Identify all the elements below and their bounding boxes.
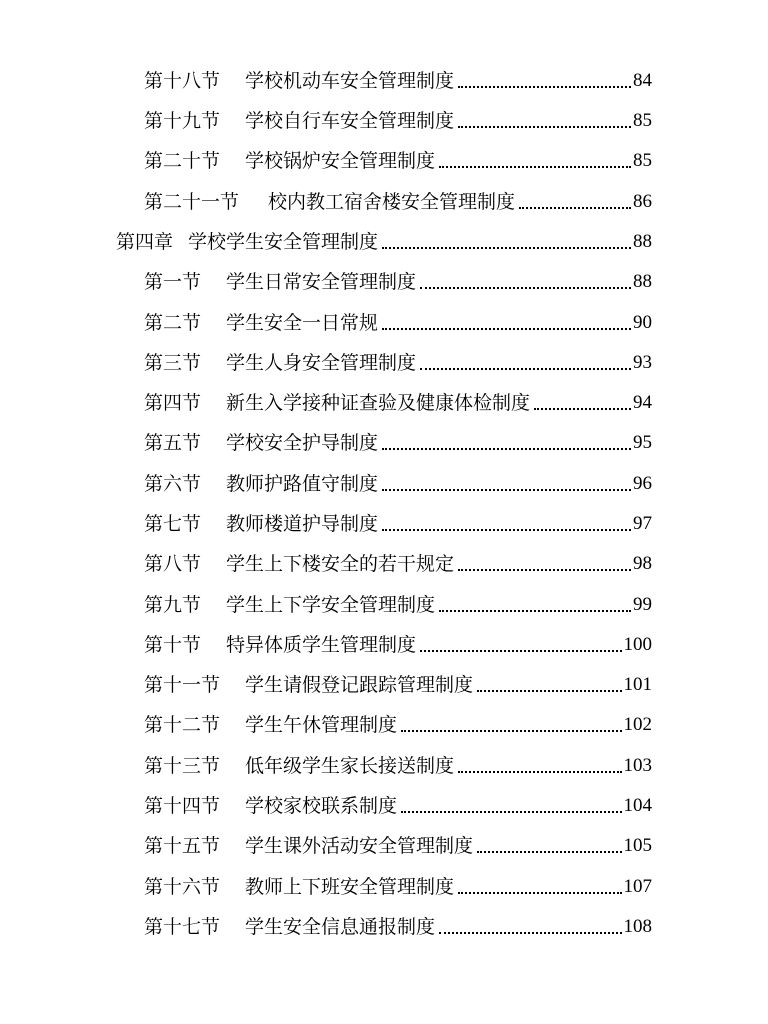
toc-chapter-page-number: 88 [633,231,652,252]
toc-entry-label: 第十节 [144,634,202,656]
toc-entry-label: 第四节 [144,392,202,414]
toc-leader-dots [458,872,621,902]
toc-entry-label: 第八节 [144,553,202,575]
toc-entry[interactable] [144,348,652,378]
toc-leader-dots [420,348,631,378]
toc-leader-dots [477,670,621,700]
toc-entry[interactable] [144,831,652,861]
toc-entry-title: 学生安全一日常规 [226,312,379,334]
toc-entry-page-number: 102 [623,714,652,735]
toc-entry-label: 第三节 [144,352,202,374]
toc-entry-label: 第十四节 [144,795,221,817]
toc-leader-dots [420,630,621,660]
toc-entry-label: 第六节 [144,473,202,495]
toc-entry-page-number: 105 [623,835,652,856]
toc-leader-dots [534,388,631,418]
toc-leader-dots [519,187,631,217]
toc-entry-page-number: 93 [633,352,652,373]
toc-entry-page-number: 97 [633,513,652,534]
toc-entry-title: 新生入学接种证查验及健康体检制度 [226,392,531,414]
toc-entry-title: 学生人身安全管理制度 [226,352,417,374]
toc-entry[interactable] [144,751,652,781]
toc-leader-dots [382,428,631,458]
toc-entry[interactable] [144,912,652,942]
toc-entry-title: 学生午休管理制度 [245,714,398,736]
toc-leader-dots [458,751,621,781]
toc-entry[interactable] [144,187,652,217]
toc-entry-title: 学校机动车安全管理制度 [245,70,455,92]
toc-entry-page-number: 94 [633,392,652,413]
toc-entry[interactable] [144,590,652,620]
toc-entry-page-number: 84 [633,70,652,91]
toc-entry[interactable] [144,509,652,539]
toc-entry-title: 校内教工宿舍楼安全管理制度 [268,191,516,213]
toc-entry-page-number: 107 [623,876,652,897]
toc-entry-label: 第十五节 [144,835,221,857]
toc-leader-dots [458,549,631,579]
toc-entry-page-number: 85 [633,150,652,171]
toc-entry-page-number: 96 [633,473,652,494]
toc-entry[interactable] [144,146,652,176]
toc-leader-dots [439,146,631,176]
toc-entry[interactable] [144,710,652,740]
toc-entry-page-number: 100 [623,634,652,655]
toc-entry-title: 学校安全护导制度 [226,432,379,454]
toc-entry-title: 学生课外活动安全管理制度 [245,835,474,857]
toc-entry[interactable] [144,106,652,136]
toc-entry-label: 第七节 [144,513,202,535]
toc-entry-label: 第二十节 [144,150,221,172]
toc-entry-label: 第一节 [144,271,202,293]
toc-entry-title: 学生日常安全管理制度 [226,271,417,293]
toc-leader-dots [439,590,631,620]
toc-entry-title: 学校自行车安全管理制度 [245,110,455,132]
toc-leader-dots [382,227,631,257]
toc-entry-label: 第十九节 [144,110,221,132]
toc-leader-dots [382,469,631,499]
toc-entry-title: 学生安全信息通报制度 [245,916,436,938]
toc-leader-dots [401,791,621,821]
toc-entry-label: 第十三节 [144,755,221,777]
toc-entry-title: 教师护路值守制度 [226,473,379,495]
toc-chapter-entry[interactable] [116,227,652,257]
toc-entry-page-number: 101 [623,674,652,695]
toc-leader-dots [458,66,631,96]
toc-entry[interactable] [144,388,652,418]
toc-chapter-label: 第四章 [116,231,174,253]
toc-leader-dots [439,912,621,942]
toc-entry-title: 低年级学生家长接送制度 [245,755,455,777]
toc-entry-label: 第十一节 [144,674,221,696]
toc-chapter-title: 学校学生安全管理制度 [188,231,379,253]
toc-entry-page-number: 98 [633,553,652,574]
toc-entry-page-number: 85 [633,110,652,131]
toc-entry[interactable] [144,791,652,821]
toc-entry-label: 第十二节 [144,714,221,736]
toc-entry-title: 学校锅炉安全管理制度 [245,150,436,172]
toc-entry[interactable] [144,267,652,297]
toc-entry-title: 教师上下班安全管理制度 [245,876,455,898]
toc-entry-label: 第十六节 [144,876,221,898]
toc-entry[interactable] [144,670,652,700]
toc-entry-label: 第十七节 [144,916,221,938]
toc-leader-dots [458,106,631,136]
toc-entry-title: 学校家校联系制度 [245,795,398,817]
toc-entry[interactable] [144,308,652,338]
toc-entry[interactable] [144,549,652,579]
toc-entry-label: 第五节 [144,432,202,454]
toc-entry[interactable] [144,630,652,660]
toc-entry-page-number: 95 [633,432,652,453]
toc-entry-page-number: 90 [633,312,652,333]
toc-entry-page-number: 86 [633,191,652,212]
toc-entry-label: 第九节 [144,594,202,616]
toc-leader-dots [401,710,621,740]
toc-entry-page-number: 108 [623,916,652,937]
toc-entry[interactable] [144,66,652,96]
toc-leader-dots [382,308,631,338]
toc-entry-label: 第二节 [144,312,202,334]
toc-leader-dots [477,831,621,861]
toc-leader-dots [420,267,631,297]
toc-entry-title: 学生请假登记跟踪管理制度 [245,674,474,696]
toc-entry-title: 教师楼道护导制度 [226,513,379,535]
toc-entry[interactable] [144,872,652,902]
toc-entry-label: 第二十一节 [144,191,240,213]
toc-entry-page-number: 104 [623,795,652,816]
toc-entry-page-number: 88 [633,271,652,292]
toc-entry-title: 学生上下楼安全的若干规定 [226,553,455,575]
toc-entry-title: 特异体质学生管理制度 [226,634,417,656]
toc-entry[interactable] [144,469,652,499]
toc-entry-page-number: 103 [623,755,652,776]
toc-entry[interactable] [144,428,652,458]
toc-leader-dots [382,509,631,539]
toc-entry-page-number: 99 [633,594,652,615]
toc-entry-title: 学生上下学安全管理制度 [226,594,436,616]
toc-entry-label: 第十八节 [144,70,221,92]
